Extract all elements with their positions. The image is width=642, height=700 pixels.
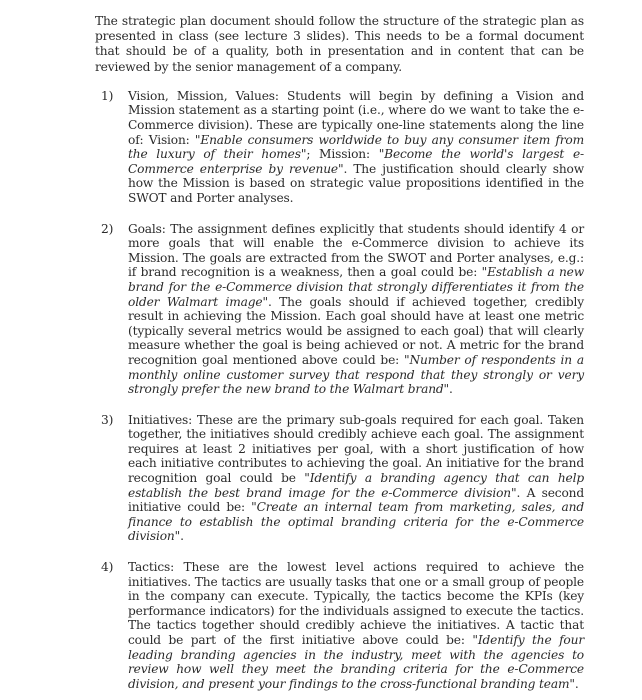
list-item-initiatives — [101, 412, 584, 544]
list-item-vision-mission — [101, 88, 584, 206]
item-number: 2) — [101, 221, 114, 236]
goal-example: Establish a new brand for the e-Commerce division that strongly differentiates it from the older Walmart image — [128, 265, 584, 309]
item-number: 4) — [101, 560, 114, 575]
item-number: 1) — [101, 88, 114, 103]
item-text: ". — [174, 529, 184, 544]
list-item-goals — [101, 221, 584, 397]
mission-example: Become the world's largest e-Commerce enterprise by revenue — [128, 147, 584, 176]
item-text: ". The justification should clearly show how the Mission is based on strategic value propositions identified in the SWOT and Porter analyses. — [128, 161, 584, 205]
item-text: ". The goals should if achieved together, credibly result in achieving the Mission. Each goal should have at least one metric (typically several metrics would be assigned to each goal) that will clearly measure whether the goal is being achieved or not. A metric for the brand recognition goal mentioned above could be: " — [128, 294, 584, 367]
initiative-example-1: Identify a branding agency that can help establish the best brand image for the e-Commerce division — [128, 471, 584, 500]
item-text: Tactics: These are the lowest level actions required to achieve the initiatives. The tactics are usually tasks that one or a small group of people in the company can execute. Typically, the tactics become the KPIs (key performance indicators) for the individuals assigned to execute the tactics. The tactics together should credibly achieve the initiatives. A tactic that could be part of the first initiative above could be: " — [128, 560, 584, 647]
item-number: 3) — [101, 412, 114, 427]
item-text: ". — [569, 676, 579, 691]
list-item-tactics — [101, 560, 584, 691]
initiative-example-2: Create an internal team from marketing, sales, and finance to establish the optimal branding criteria for the e-Commerce division — [128, 500, 584, 544]
requirements-list — [95, 89, 584, 692]
tactic-example: Identify the four leading branding agencies in the industry, meet with the agencies to review how well they meet the branding criteria for the e-Commerce division, and present your findings to the cross-functional branding team — [128, 633, 584, 691]
item-text: Initiatives: These are the primary sub-goals required for each goal. Taken together, the initiatives should credibly achieve each goal. The assignment requires at least 2 initiatives per goal, with a short justification of how each initiative contributes to achieving the goal. An initiative for the brand recognition goal could be " — [128, 412, 584, 486]
vision-example: Enable consumers worldwide to buy any consumer item from the luxury of their homes — [128, 132, 584, 162]
item-text: ". A second initiative could be: " — [128, 485, 584, 515]
item-text: Goals: The assignment defines explicitly that students should identify 4 or more goals that will enable the e-Commerce division to achieve its Mission. The goals are extracted from the SWOT and Porter analyses, e.g.: if brand recognition is a weakness, then a goal could be: " — [128, 221, 584, 280]
metric-example: Number of respondents in a monthly online customer survey that respond that they strongly or very strongly prefer the new brand to the Walmart brand — [128, 352, 584, 397]
item-text: ". — [443, 382, 453, 397]
item-text: Vision, Mission, Values: Students will begin by defining a Vision and Mission statement as a starting point (i.e., where do we want to take the e-Commerce division). These are typically one-line statements along the line of: Vision: " — [128, 88, 584, 147]
intro-paragraph: The strategic plan document should follow the structure of the strategic plan as presented in class (see lecture 3 slides). This needs to be a formal document that should be of a quality, both in presentation and in content that can be reviewed by the senior management of a company. — [95, 14, 584, 74]
item-text: "; Mission: " — [300, 147, 385, 162]
